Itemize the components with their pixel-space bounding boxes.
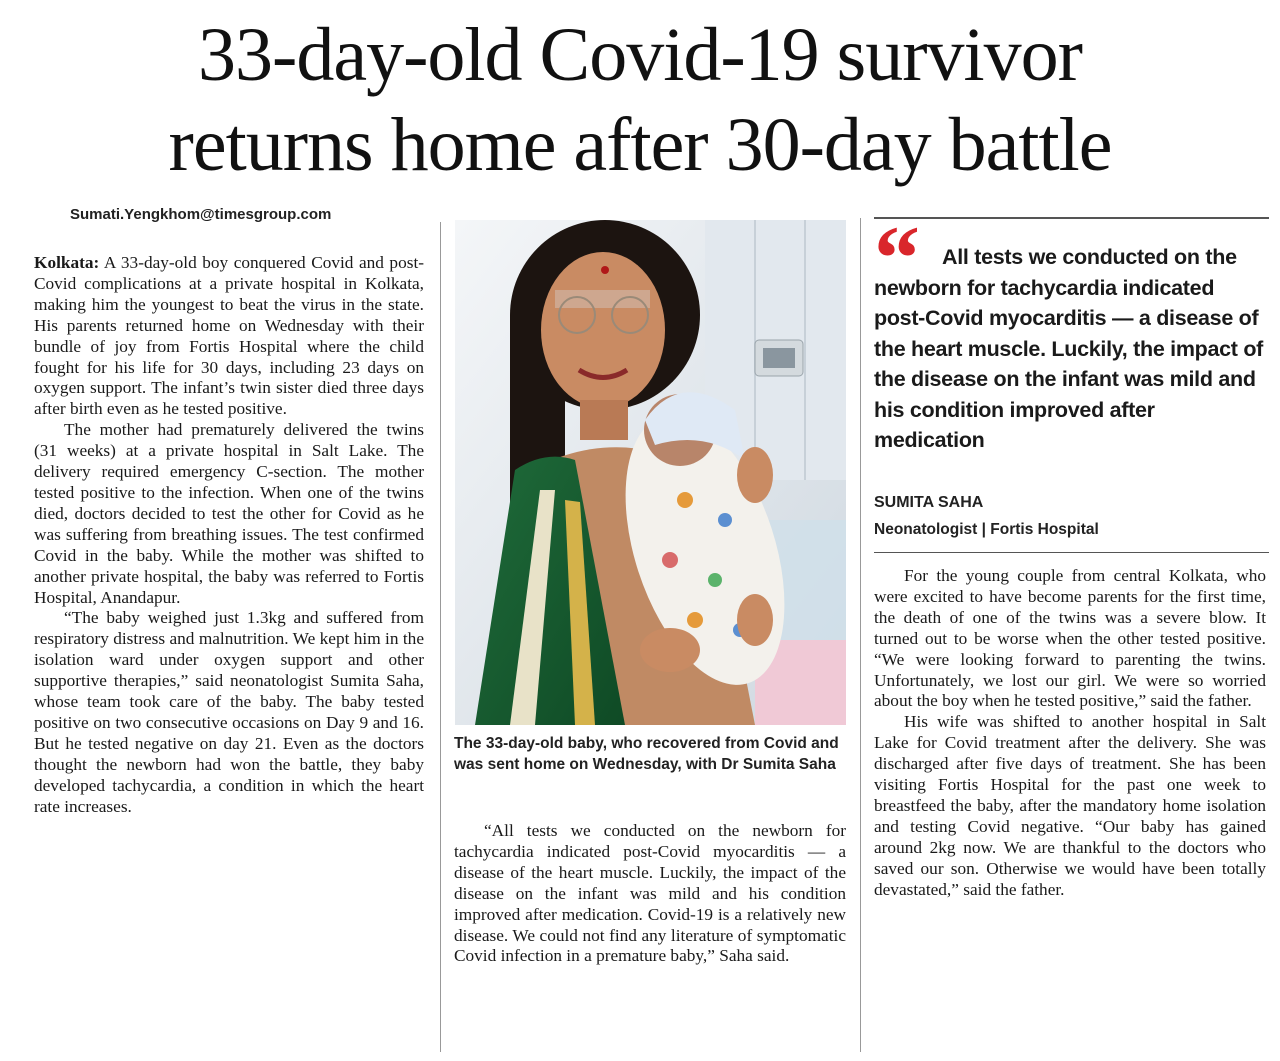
- pullquote-top-rule: [874, 217, 1269, 219]
- paragraph-4: “All tests we conducted on the newborn for tachycardia indicated post-Covid myocarditis — a disease of the heart muscle. Luckily, the impact of the disease on the infant was mild and his condition improved after medication. Covid-19 is a relatively new disease. We could not find any literature of symptomatic Covid infection in a premature baby,” Saha said.: [454, 821, 846, 966]
- article-column-3: [874, 566, 1266, 901]
- headline: [0, 10, 1280, 190]
- news-photo: [455, 220, 846, 725]
- paragraph-3: “The baby weighed just 1.3kg and suffered from respiratory distress and malnutrition. We kept him in the isolation ward under oxygen support and other supportive therapies,” said neonatologist Sumita Saha, whose team took care of the baby. The baby tested positive on two consecutive occasions on Day 9 and 16. But he tested negative on day 21. Even as the doctors thought the newborn had won the battle, they baby developed tachycardia, a condition in which the heart rate increases.: [34, 608, 424, 816]
- paragraph-6: His wife was shifted to another hospital in Salt Lake for Covid treatment after the delivery. She was discharged after five days of treatment. She has been visiting Fortis Hospital for the past one week to breastfeed the baby, after the mandatory home isolation and testing Covid negative. “Our baby has gained around 2kg now. We are thankful to the doctors who saved our son. Otherwise we would have been totally devastated,” said the father.: [874, 712, 1266, 899]
- photo-caption: The 33-day-old baby, who recovered from Covid and was sent home on Wednesday, with Dr Sumita Saha: [454, 735, 839, 773]
- quote-mark-icon: “: [874, 207, 920, 309]
- column-divider-1: [440, 222, 441, 1052]
- paragraph-2: The mother had prematurely delivered the twins (31 weeks) at a private hospital in Salt Lake. The delivery required emergency C-section. The mother tested positive to the infection. When one of the twins died, doctors decided to test the other for Covid as he was suffering from breathing issues. The test confirmed Covid in the baby. While the mother was shifted to another private hospital, the baby was referred to Fortis Hospital, Anandapur.: [34, 420, 424, 607]
- byline: Sumati.Yengkhom@timesgroup.com: [70, 206, 332, 223]
- pullquote-name: SUMITA SAHA: [874, 494, 984, 511]
- paragraph-1: [34, 253, 424, 420]
- pullquote-text: All tests we conducted on the newborn for tachycardia indicated post-Covid myocarditis — a disease of the heart muscle. Luckily, the impact of the disease on the infant was mild and his condition improved after medication: [874, 245, 1264, 452]
- headline-line-1: 33-day-old Covid-19 survivor: [198, 13, 1082, 97]
- pullquote-bottom-rule: [874, 552, 1269, 553]
- paragraph-5: For the young couple from central Kolkata, who were excited to have become parents for the first time, the death of one of the twins was a severe blow. It turned out to be worse when the other tested positive. “We were looking forward to parenting the twins. Unfortunately, we lost our girl. We were so worried about the boy when he tested positive,” said the father.: [874, 566, 1266, 711]
- article-column-2: [454, 821, 846, 967]
- column-divider-2: [860, 218, 861, 1052]
- article-column-1: [34, 253, 424, 817]
- paragraph-1-text: A 33-day-old boy conquered Covid and post-Covid complications at a private hospital in Kolkata, making him the youngest to beat the virus in the state. His parents returned home on Wednesday with their bundle of joy from Fortis Hospital where the child fought for his life for 30 days, including 23 days on oxygen support. The infant’s twin sister died three days after birth even as he tested positive.: [34, 253, 424, 419]
- pullquote-role: Neonatologist | Fortis Hospital: [874, 521, 1099, 538]
- headline-line-2: returns home after 30-day battle: [168, 103, 1112, 187]
- photo-doctor-holding-baby: [455, 220, 846, 725]
- dateline: Kolkata:: [34, 253, 100, 272]
